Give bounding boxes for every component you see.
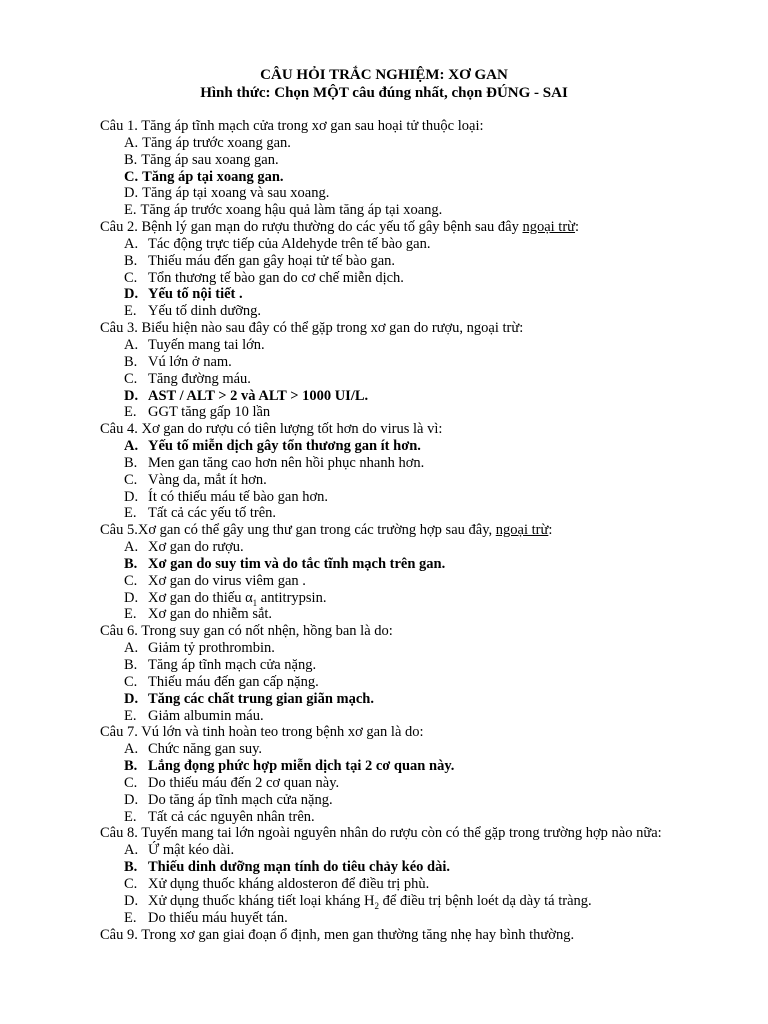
option-text-main: Tuyến mang tai lớn.	[148, 336, 265, 353]
answer-option	[124, 792, 728, 809]
option-label: C.	[124, 471, 138, 488]
option-text-tail: antitrypsin.	[257, 589, 327, 606]
answer-option	[124, 741, 728, 758]
option-label: D.	[124, 488, 139, 505]
option-label: D.	[124, 589, 139, 606]
option-text-main: GGT tăng gấp 10 lần	[148, 404, 271, 421]
question-stem	[100, 724, 728, 741]
option-text-main: Do tăng áp tĩnh mạch cửa nặng.	[148, 791, 333, 808]
option-text	[148, 573, 306, 590]
option-subscript: 1	[252, 597, 258, 608]
option-text	[142, 185, 329, 202]
document-subtitle: Hình thức: Chọn MỘT câu đúng nhất, chọn ĐÚNG - SAI	[200, 85, 568, 101]
question-stem	[100, 421, 728, 438]
answer-option	[124, 505, 728, 522]
option-text	[148, 303, 261, 320]
question-text: Câu 6. Trong suy gan có nốt nhện, hồng ban là do:	[100, 623, 393, 640]
option-text	[148, 388, 368, 405]
option-text-main: Yếu tố dinh dưỡng.	[148, 303, 261, 320]
option-text	[148, 438, 421, 455]
option-text	[148, 455, 424, 472]
question-stem	[100, 118, 728, 135]
question-text: Câu 9. Trong xơ gan giai đoạn ổ định, men gan thường tăng nhẹ hay bình thường.	[100, 926, 575, 943]
option-label: E.	[124, 606, 137, 623]
option-label: E.	[124, 808, 137, 825]
question-text: Câu 4. Xơ gan do rượu có tiên lượng tốt hơn do virus là vì:	[100, 421, 443, 438]
option-label: D.	[124, 286, 139, 303]
option-label: C.	[124, 269, 138, 286]
document-title: CÂU HỎI TRẮC NGHIỆM: XƠ GAN	[260, 67, 508, 83]
question-suffix: :	[548, 522, 553, 539]
answer-option	[124, 337, 728, 354]
question-text: Câu 5.Xơ gan có thể gây ung thư gan trong các trường hợp sau đây,	[100, 522, 496, 539]
answer-option	[124, 270, 728, 287]
option-text	[148, 809, 315, 826]
option-text	[148, 606, 272, 623]
question-text: Câu 2. Bệnh lý gan mạn do rượu thường do các yếu tố gây bệnh sau đây	[100, 219, 523, 236]
option-text-main: Xơ gan do thiếu α	[148, 589, 253, 606]
answer-option	[124, 354, 728, 371]
option-text-main: Thiếu dinh dưỡng mạn tính do tiêu chảy kéo dài.	[148, 859, 450, 876]
option-label: B.	[124, 353, 138, 370]
answer-option	[124, 472, 728, 489]
answer-option	[124, 135, 728, 152]
answer-option	[124, 708, 728, 725]
option-text	[148, 337, 265, 354]
option-text-main: Yếu tố miễn dịch gây tổn thương gan ít hơn.	[148, 438, 421, 455]
answer-option	[124, 876, 728, 893]
answer-option-correct	[124, 691, 728, 708]
question-stem	[100, 927, 728, 944]
question-text: Câu 1. Tăng áp tĩnh mạch cửa trong xơ gan sau hoại tử thuộc loại:	[100, 118, 484, 134]
option-text	[148, 657, 316, 674]
option-text-main: Yếu tố nội tiết .	[148, 286, 243, 303]
question-stem	[100, 522, 728, 539]
option-label: B.	[124, 151, 138, 168]
answer-option-correct	[124, 388, 728, 405]
option-label: E.	[124, 303, 137, 320]
option-text	[142, 169, 283, 186]
option-text	[148, 286, 243, 303]
answer-option	[124, 489, 728, 506]
option-text-main: Tất cả các yếu tố trên.	[148, 505, 277, 522]
option-text	[148, 236, 430, 253]
option-text-main: Xơ gan do suy tim và do tắc tĩnh mạch trên gan.	[148, 555, 446, 572]
option-text	[148, 640, 275, 657]
option-text-main: Tăng áp trước xoang hậu quả làm tăng áp tại xoang.	[140, 202, 443, 219]
option-label: D.	[124, 387, 139, 404]
option-text-main: Tăng áp trước xoang gan.	[142, 134, 291, 151]
option-label: D.	[124, 791, 139, 808]
option-text-main: Vàng da, mắt ít hơn.	[148, 471, 267, 488]
option-text	[148, 758, 454, 775]
option-text-main: Xơ gan do rượu.	[148, 539, 244, 556]
answer-option	[124, 657, 728, 674]
question-stem	[100, 219, 728, 236]
option-label: C.	[124, 572, 138, 589]
option-text	[148, 859, 450, 876]
option-text-main: Giảm albumin máu.	[148, 707, 264, 724]
answer-option	[124, 236, 728, 253]
answer-option	[124, 606, 728, 623]
option-label: B.	[124, 555, 138, 572]
option-text-main: AST / ALT > 2 và ALT > 1000 UI/L.	[148, 387, 369, 404]
option-label: D.	[124, 690, 139, 707]
question-list	[100, 118, 728, 943]
question-stem	[100, 320, 728, 337]
option-label: A.	[124, 438, 139, 455]
option-text	[148, 371, 251, 388]
option-label: C.	[124, 875, 138, 892]
answer-option	[124, 152, 728, 169]
answer-option	[124, 371, 728, 388]
option-label: B.	[124, 657, 138, 673]
option-text	[148, 876, 429, 893]
answer-option-correct	[124, 758, 728, 775]
option-text-main: Tăng áp tại xoang gan.	[142, 168, 284, 185]
answer-option	[124, 590, 728, 607]
answer-option	[124, 455, 728, 472]
title-block	[0, 66, 768, 102]
option-text-main: Tất cả các nguyên nhân trên.	[148, 808, 315, 825]
question-text: Câu 7. Vú lớn và tinh hoàn teo trong bệnh xơ gan là do:	[100, 724, 424, 741]
answer-option	[124, 775, 728, 792]
option-label: A.	[124, 842, 139, 859]
answer-option	[124, 640, 728, 657]
question-emphasis: ngoại trừ	[495, 522, 549, 539]
option-label: C.	[124, 673, 138, 690]
option-text	[148, 775, 339, 792]
option-text	[148, 674, 319, 691]
question-suffix: :	[575, 219, 580, 236]
answer-option	[124, 674, 728, 691]
option-label: E.	[124, 707, 137, 724]
answer-option	[124, 185, 728, 202]
answer-option	[124, 809, 728, 826]
option-text-main: Men gan tăng cao hơn nên hồi phục nhanh hơn.	[148, 454, 425, 471]
option-text	[148, 910, 288, 927]
question-text: Câu 8. Tuyến mang tai lớn ngoài nguyên nhân do rượu còn có thể gặp trong trường hợp nào nữa:	[100, 825, 662, 842]
option-label: B.	[124, 758, 138, 775]
answer-option	[124, 253, 728, 270]
option-text-main: Tăng áp sau xoang gan.	[141, 151, 279, 168]
option-text-main: Ứ mật kéo dài.	[148, 842, 235, 859]
option-text-main: Vú lớn ở nam.	[148, 353, 232, 370]
option-label: B.	[124, 454, 138, 471]
option-label: D.	[124, 185, 139, 202]
option-label: A.	[124, 741, 139, 758]
option-text-main: Tăng các chất trung gian giãn mạch.	[148, 690, 374, 707]
option-label: A.	[124, 539, 139, 556]
option-label: C.	[124, 774, 138, 791]
answer-option-correct	[124, 169, 728, 186]
question-stem	[100, 825, 728, 842]
answer-option	[124, 404, 728, 421]
answer-option	[124, 303, 728, 320]
option-text	[140, 202, 442, 219]
option-text-main: Thiếu máu đến gan gây hoại tử tế bào gan.	[148, 252, 396, 269]
option-text-main: Xơ gan do virus viêm gan .	[148, 572, 306, 589]
option-text-tail: để điều trị bệnh loét dạ dày tá tràng.	[379, 892, 592, 909]
answer-option-correct	[124, 286, 728, 303]
option-label: C.	[124, 168, 139, 185]
option-text-main: Tổn thương tế bào gan do cơ chế miễn dịch.	[148, 269, 404, 286]
option-text	[148, 741, 262, 758]
answer-option	[124, 842, 728, 859]
answer-option-correct	[124, 859, 728, 876]
option-text-main: Tăng áp tĩnh mạch cửa nặng.	[148, 657, 317, 673]
option-text	[148, 253, 395, 270]
option-text-main: Giảm tỷ prothrombin.	[148, 640, 275, 657]
option-text-main: Tăng áp tại xoang và sau xoang.	[142, 185, 330, 202]
option-text-main: Lắng đọng phức hợp miễn dịch tại 2 cơ quan này.	[148, 758, 455, 775]
option-text-main: Chức năng gan suy.	[148, 741, 263, 758]
option-subscript: 2	[374, 900, 380, 911]
option-label: B.	[124, 859, 138, 876]
option-text	[148, 539, 244, 556]
option-text	[148, 708, 264, 725]
option-text	[148, 893, 592, 910]
option-text-main: Xử dụng thuốc kháng tiết loại kháng H	[148, 892, 375, 909]
option-text	[148, 842, 234, 859]
option-text-main: Ít có thiếu máu tế bào gan hơn.	[148, 488, 329, 505]
answer-option	[124, 893, 728, 910]
option-text-main: Xử dụng thuốc kháng aldosteron để điều trị phù.	[148, 875, 430, 892]
option-label: A.	[124, 336, 139, 353]
question-emphasis: ngoại trừ	[522, 219, 576, 236]
option-text	[142, 135, 291, 152]
option-text-main: Tăng đường máu.	[148, 370, 251, 387]
option-text-main: Tác động trực tiếp của Aldehyde trên tế bào gan.	[148, 235, 431, 252]
option-text	[148, 691, 374, 708]
answer-option	[124, 910, 728, 927]
option-text	[148, 505, 276, 522]
option-label: E.	[124, 404, 137, 421]
option-text	[148, 792, 333, 809]
option-text	[148, 472, 267, 489]
option-text-main: Thiếu máu đến gan cấp nặng.	[148, 673, 319, 690]
answer-option-correct	[124, 556, 728, 573]
option-text	[148, 404, 270, 421]
answer-option-correct	[124, 438, 728, 455]
question-text: Câu 3. Biểu hiện nào sau đây có thể gặp trong xơ gan do rượu, ngoại trừ:	[100, 320, 524, 337]
option-label: C.	[124, 370, 138, 387]
option-label: A.	[124, 235, 139, 252]
option-label: A.	[124, 134, 139, 151]
option-text-main: Xơ gan do nhiễm sắt.	[148, 606, 273, 623]
option-text	[148, 354, 232, 371]
option-text	[141, 152, 278, 169]
option-label: E.	[124, 505, 137, 522]
option-label: B.	[124, 252, 138, 269]
option-text-main: Do thiếu máu huyết tán.	[148, 909, 288, 926]
option-text	[148, 556, 445, 573]
option-label: E.	[124, 202, 137, 219]
option-text	[148, 590, 326, 607]
option-label: A.	[124, 640, 139, 657]
option-text	[148, 489, 328, 506]
option-text	[148, 270, 404, 287]
answer-option	[124, 539, 728, 556]
question-stem	[100, 623, 728, 640]
option-label: D.	[124, 892, 139, 909]
answer-option	[124, 573, 728, 590]
answer-option	[124, 202, 728, 219]
option-text-main: Do thiếu máu đến 2 cơ quan này.	[148, 774, 340, 791]
option-label: E.	[124, 909, 137, 926]
